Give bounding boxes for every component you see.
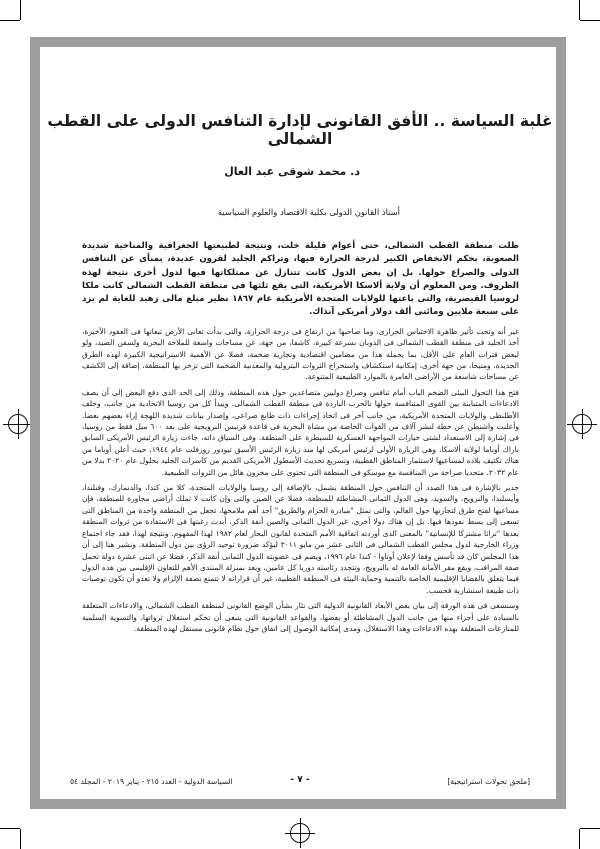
- crop-mark: [0, 20, 20, 21]
- page-footer: [70, 777, 530, 789]
- footer-journal: السياسة الدولية - العدد ٢١٥ - يناير ٢٠١٩ - المجلد ٥٤: [70, 777, 233, 786]
- registration-mark-icon: [572, 414, 592, 434]
- body-paragraph: فتح هذا التحول البيئى الضخم الباب أمام تنافس وصراع دوليين متصاعدين حول هذه المنطقة، وذلك إلى الحد الذى دفع البعض إلى أن يصف الادعاءات المتباينة بين القوى المتنافسة حولها بالحرب الباردة فى منطقة القطب الشمالى. ويبدأ كل من روسيا الاتحادية من جانب، وحلف الأطلنطى والولايات المتحدة الأمريكية، من جانب آخر فى اتخاذ إجراءات ذات طابع صراعى، وإصدار بيانات شديدة اللهجة إزاء بعضهم بعضا. وأعلنت واشنطن عن خطة لنشر آلاف من القوات الخاصة من مشاة البحرية فى قاعدة قرنيس النرويجية على بعد ٦٠٠ ميل فقط من روسيا، فى إشارة إلى الاستعداد لشتى خيارات المواجهة العسكرية للسيطرة على المنطقة. وفى السياق ذاته، جاءت زيارة الرئيس الأمريكى السابق باراك أوباما لولاية ألاسكا، وهى الزيارة الأولى لرئيس أمريكى لها منذ زيارة الرئيس الأسبق تيودور روزفلت عام ١٩٤٤، حيث أعلن أوباما من هناك تكثيف بلاده لمساعيها لاستثمار المناطق القطبية، وتسريع تحديث الأسطول الأمريكى القديم من كاسرات الجليد بحلول عام ٢٠٢٠ بدلا من عام ٢٠٣٢، متحديا صراحة من المنافسة مع موسكو فى المنطقة التى تحتوى على مخزون هائل من الثروات الطبيعية.: [82, 387, 520, 477]
- author-affiliation: أستاذ القانون الدولى بكلية الاقتصاد والعلوم السياسية: [217, 207, 400, 217]
- body-paragraph: وسنسعى فى هذه الورقة إلى بيان بعض الأبعاد القانونية الدولية التى تثار بشأن الوضع القانونى لمنطقة القطب الشمالى، والادعاءات المتعلقة بالسيادة على أجزاء منها من جانب الدول المشاطئة أو بعضها، والقواعد القانونية التى ينبغى أن تحكم استغلال ثرواتها، والتسوية السلمية للمنازعات المتعلقة بهذه الادعاءات وهذا الاستغلال، ومدى إمكانية الوصول إلى اتفاق حول نظام قانونى مستقل لهذه المنطقة.: [82, 601, 519, 633]
- crop-mark: [20, 829, 21, 849]
- crop-mark: [20, 0, 21, 20]
- body-paragraph: غير أنه وتحت تأثير ظاهرة الاحتباس الحرارى، وما صاحبها من ارتفاع فى درجة الحرارة، والتى بدأت تعانى الأرض تبعاتها فى العقود الأخيرة، أخذ الجليد فى منطقة القطب الشمالى فى الذوبان بسرعة كبيرة، كاشفا، من جهة، عن مساحات واسعة للملاحة البحرية ولسفن الصيد، ولو لبعض فترات العام على الأقل، بما يحمله هذا من مضامين اقتصادية وتجارية ضخمة، فضلا عن الأهمية الاستراتيجية الكبيرة لهذه الطرق الجديدة، ومتيحا، من جهة أخرى، إمكانية استكشاف واستخراج الثروات البترولية والمعدنية الضخمة التى تزخر بها المنطقة، إضافة إلى الكشف عن مساحات شاسعة من الأراضى العامرة بالموارد الطبيعية المتنوعة.: [82, 326, 519, 382]
- body-paragraph: جدير بالإشارة فى هذا الصدد أن التنافس حول المنطقة يشمل، بالإضافة إلى روسيا والولايات المتحدة، كلا من كندا، والدنمارك، وفنلندا، وأيسلندا، والنرويج، والسويد، وهى الدول الثمانى المشاطئة للمنطقة، فضلا عن الصين والتى وإن كانت لا تملك أراضى مجاورة للمنطقة، فإن مساعيها لفتح طرق لتجارتها حول العالم، والتى تمثل "مبادرة الحزام والطريق" أحد أهم ملامحها، تجعل من المنطقة واحدة من المناطق التى تسعى إلى بسط نفوذها فيها. بل إن هناك دولا أخرى، غير الدول الثمانى والصين أنفة الذكر، أبدت رغبتها فى الاستفادة من ثروات المنطقة بعدها "تراثا مشتركا للإنسانية" بالمعنى الذى أوردته اتفاقية الأمم المتحدة لقانون البحار لعام ١٩٨٢ لهذا المفهوم. ونتيجة لهذا، فقد جاء اجتماع وزراء الخارجية لدول مجلس القطب الشمالى فى الثانى عشر من مايو ٢٠١١ ليؤكد ضرورة توحيد الرؤى بين دول المنطقة. ونشير هنا إلى أن هذا المجلس كان قد تأسس وفقا لإعلان أوتاوا - كندا عام ١٩٩٦، ويضم فى عضويته الدول الثمانى أنفة الذكر، فضلا عن اثنتى عشرة دولة تحمل صفة المراقب، ويقع مقر الأمانة العامة له بالنرويج، وتتجدد رئاسته دوريا كل عامين، ويعد بمنزلة المنتدى الأهم للتعاون الإقليمى بين هذه الدول فيما يتعلق بالقضايا الإقليمية الخاصة بالتنمية وحماية البيئة فى المنطقة القطبية، غير أن قراراته لا تتمتع بصفة الإلزام ولا تعدو أن تكون توصيات ذات طبيعة استشارية فحسب.: [82, 483, 520, 595]
- crop-mark: [579, 829, 580, 849]
- article-body: [82, 240, 519, 638]
- crop-mark: [580, 20, 600, 21]
- footer-supplement: [ملحق تحولات استراتيجية]: [447, 777, 530, 786]
- registration-mark-icon: [290, 823, 310, 843]
- abstract: ظلت منطقة القطب الشمالى، حتى أعوام قليلة خلت، ونتيجة لطبيعتها الجغرافية والمناخية شديدة الصعوبة، بحكم الانخفاض الكبير لدرجة الحرارة فيها، وتراكم الجليد لقرون عديدة، بمنأى عن التنافس الدولى والصراع حولها. بل إن بعض الدول كانت تتنازل عن ممتلكاتها فيها لدول أخرى نتيجة لهذه الظروف. ومن المعلوم أن ولاية ألاسكا الأمريكية، التى يقع ثلثها فى منطقة القطب الشمالى كانت ملكا لروسيا القيصرية، والتى باعتها للولايات المتحدة الأمريكية عام ١٨٦٧ نظير مبلغ مالى زهيد للغاية لم يزد على سبعة ملايين ومائتى ألف دولار أمريكى آنذاك.: [82, 241, 519, 318]
- article-title: غلبة السياسة .. الأفق القانونى لإدارة التنافس الدولى على القطب الشمالى: [47, 112, 553, 148]
- crop-mark: [579, 0, 580, 20]
- footer-page-number: - ٧ -: [290, 775, 310, 785]
- crop-mark: [580, 828, 600, 829]
- registration-mark-icon: [8, 414, 28, 434]
- crop-mark: [0, 828, 20, 829]
- author-name: د. محمد شوقى عبد العال: [224, 165, 360, 178]
